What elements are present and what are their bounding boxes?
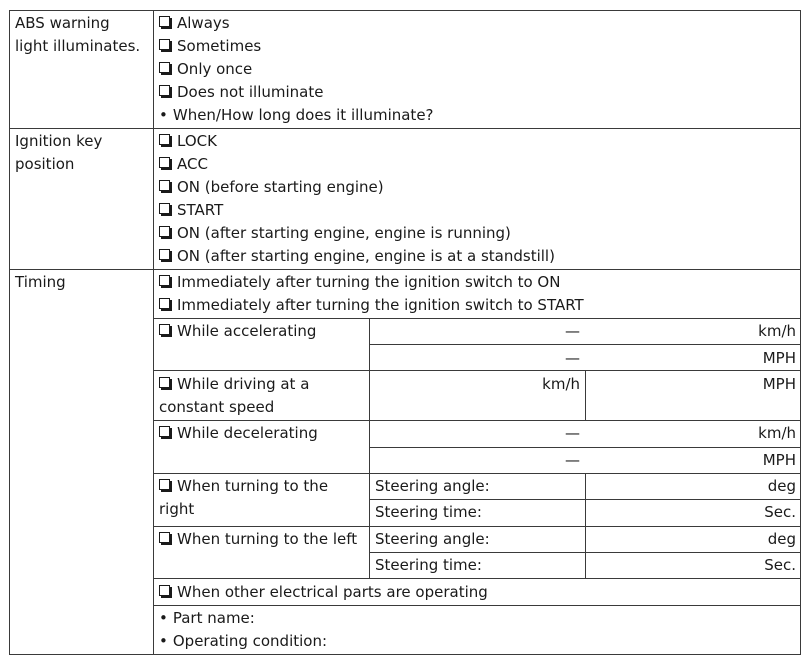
checkbox-ignition-on-running[interactable]	[159, 222, 511, 245]
constant-mph-unit: MPH	[762, 375, 796, 393]
checkbox-icon[interactable]	[159, 585, 170, 596]
checkbox-icon[interactable]	[159, 532, 170, 543]
checkbox-ignition-on-before[interactable]	[159, 176, 384, 199]
accel-kmh-unit: km/h	[758, 322, 796, 340]
option-label: LOCK	[177, 132, 217, 150]
constant-speed-label-line2: constant speed	[159, 398, 275, 416]
option-label: Only once	[177, 60, 253, 78]
checkbox-icon[interactable]	[159, 479, 170, 490]
checkbox-timing-turn-right[interactable]	[159, 475, 328, 498]
option-label: ON (after starting engine, engine is running)	[177, 224, 511, 242]
left-steering-angle-unit: deg	[767, 530, 796, 548]
left-steering-angle-label: Steering angle:	[375, 530, 490, 548]
checkbox-ignition-start[interactable]	[159, 199, 223, 222]
checkbox-icon[interactable]	[159, 249, 170, 260]
divider-turn-left	[153, 526, 801, 527]
divider-constant	[153, 370, 801, 371]
checkbox-icon[interactable]	[159, 180, 170, 191]
checkbox-icon[interactable]	[159, 85, 170, 96]
option-label: ACC	[177, 155, 208, 173]
steering-divider	[585, 473, 586, 578]
table-border-top	[9, 10, 801, 11]
divider-turn-right	[153, 473, 801, 474]
option-label: ON (after starting engine, engine is at a standstill)	[177, 247, 555, 265]
value-column-divider	[369, 318, 370, 578]
divider-other-electrical	[153, 578, 801, 579]
divider-accelerating	[153, 318, 801, 319]
checkbox-icon[interactable]	[159, 62, 170, 73]
checkbox-icon[interactable]	[159, 134, 170, 145]
checkbox-timing-turn-left[interactable]	[159, 528, 357, 551]
decel-kmh-dash: —	[565, 424, 580, 442]
checkbox-icon[interactable]	[159, 426, 170, 437]
divider-part-details	[153, 605, 801, 606]
checkbox-icon[interactable]	[159, 39, 170, 50]
accel-mph-dash: —	[565, 349, 580, 367]
checkbox-timing-constant-speed[interactable]	[159, 373, 309, 396]
ignition-label-line2: position	[15, 155, 75, 173]
checkbox-option-sometimes[interactable]	[159, 35, 261, 58]
checkbox-option-always[interactable]	[159, 12, 230, 35]
left-steering-time-label: Steering time:	[375, 556, 482, 574]
checkbox-icon[interactable]	[159, 226, 170, 237]
checkbox-icon[interactable]	[159, 157, 170, 168]
accel-mph-unit: MPH	[762, 349, 796, 367]
table-border-right	[800, 10, 801, 655]
option-label: While decelerating	[177, 424, 318, 442]
constant-kmh-unit: km/h	[542, 375, 580, 393]
checkbox-ignition-acc[interactable]	[159, 153, 208, 176]
checkbox-timing-decelerating[interactable]	[159, 422, 318, 445]
option-label: While accelerating	[177, 322, 317, 340]
right-steering-time-unit: Sec.	[764, 503, 796, 521]
ignition-label-line1: Ignition key	[15, 132, 103, 150]
checkbox-icon[interactable]	[159, 203, 170, 214]
illumination-duration-question	[159, 104, 434, 127]
checkbox-icon[interactable]	[159, 16, 170, 27]
right-steering-angle-label: Steering angle:	[375, 477, 490, 495]
checkbox-icon[interactable]	[159, 275, 170, 286]
checkbox-timing-immediately-start[interactable]	[159, 294, 584, 317]
label-column-divider	[153, 10, 154, 655]
bullet-icon: •	[159, 106, 168, 124]
field-label: Operating condition:	[172, 632, 328, 650]
option-label: START	[177, 201, 224, 219]
checkbox-ignition-on-standstill[interactable]	[159, 245, 555, 268]
checkbox-icon[interactable]	[159, 298, 170, 309]
table-border-left	[9, 10, 10, 655]
row-divider-abs	[9, 128, 801, 129]
option-label: When other electrical parts are operating	[177, 583, 488, 601]
right-steering-time-label: Steering time:	[375, 503, 482, 521]
right-steering-angle-unit: deg	[767, 477, 796, 495]
option-label: Immediately after turning the ignition switch to ON	[177, 273, 561, 291]
field-label: Part name:	[172, 609, 255, 627]
option-label: Does not illuminate	[177, 83, 324, 101]
decel-mph-dash: —	[565, 451, 580, 469]
option-label: When turning to the left	[177, 530, 358, 548]
abs-label-line1: ABS warning	[15, 14, 110, 32]
part-name-field	[159, 607, 255, 630]
checkbox-timing-other-electrical[interactable]	[159, 581, 488, 604]
checkbox-ignition-lock[interactable]	[159, 130, 217, 153]
table-border-bottom	[9, 654, 801, 655]
divider-decel-sub	[369, 447, 801, 448]
option-label: Immediately after turning the ignition switch to START	[177, 296, 584, 314]
row-divider-ignition	[9, 269, 801, 270]
checkbox-option-does-not-illuminate[interactable]	[159, 81, 323, 104]
checkbox-icon[interactable]	[159, 377, 170, 388]
option-label: ON (before starting engine)	[177, 178, 384, 196]
constant-speed-divider	[585, 370, 586, 420]
divider-decelerating	[153, 420, 801, 421]
checkbox-icon[interactable]	[159, 324, 170, 335]
option-label: When turning to the	[177, 477, 329, 495]
option-label: While driving at a	[177, 375, 310, 393]
bullet-icon: •	[159, 632, 168, 650]
decel-mph-unit: MPH	[762, 451, 796, 469]
question-text: When/How long does it illuminate?	[172, 106, 434, 124]
option-label: Sometimes	[177, 37, 262, 55]
divider-accel-sub	[369, 344, 801, 345]
option-label: Always	[177, 14, 230, 32]
checkbox-timing-immediately-on[interactable]	[159, 271, 560, 294]
decel-kmh-unit: km/h	[758, 424, 796, 442]
left-steering-time-unit: Sec.	[764, 556, 796, 574]
bullet-icon: •	[159, 609, 168, 627]
checkbox-timing-accelerating[interactable]	[159, 320, 316, 343]
checkbox-option-only-once[interactable]	[159, 58, 252, 81]
timing-label: Timing	[15, 273, 66, 291]
operating-condition-field	[159, 630, 327, 653]
accel-kmh-dash: —	[565, 322, 580, 340]
abs-label-line2: light illuminates.	[15, 37, 141, 55]
turn-right-label-line2: right	[159, 500, 195, 518]
